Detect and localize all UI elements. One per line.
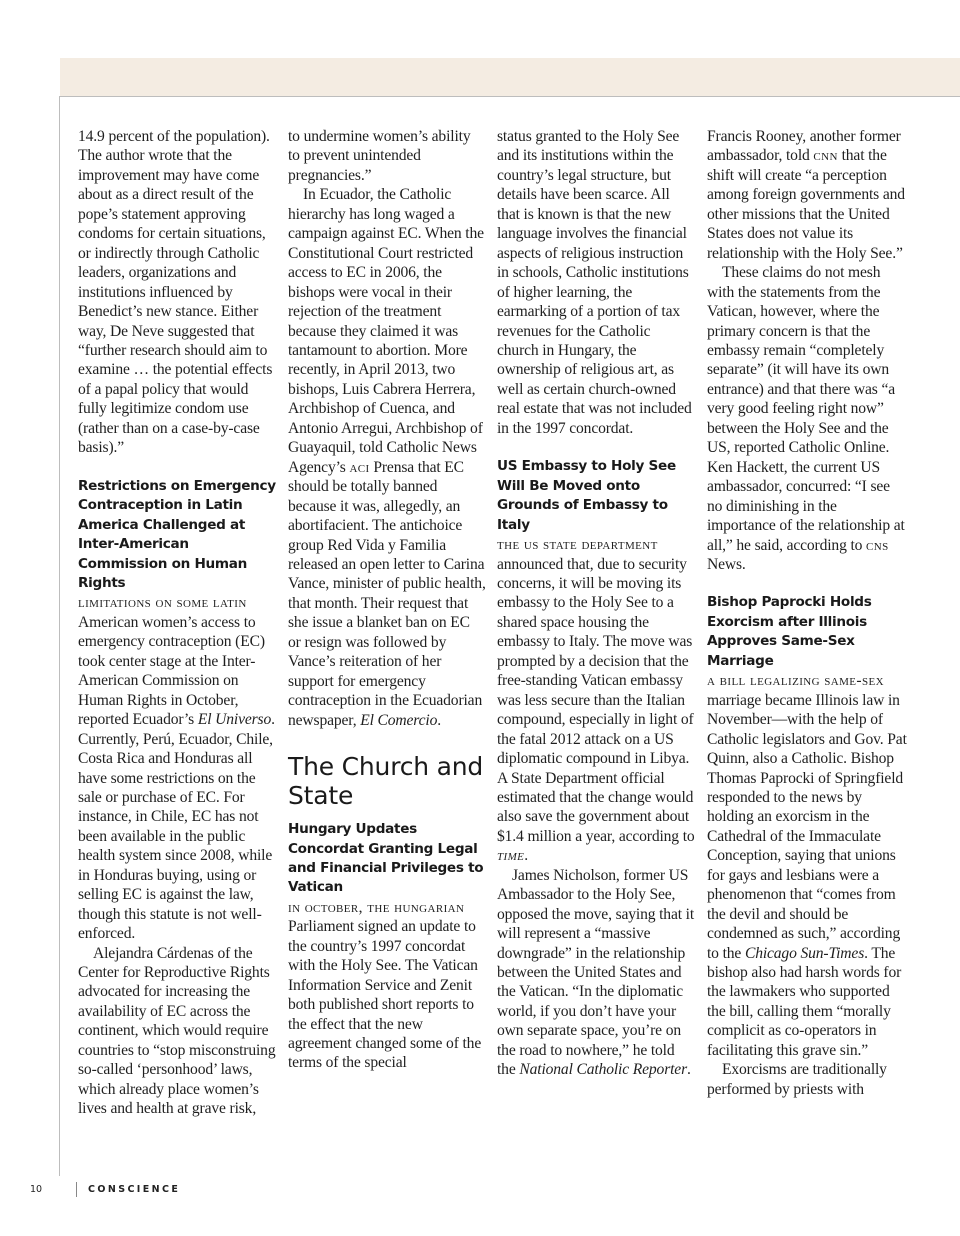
lede-small-caps: in october, the hungarian: [288, 898, 465, 916]
col1-paragraph-1: 14.9 percent of the population). The author wrote that the improvement may have come about as a direct result of the pope’s statement approving condoms for certain situations, or indirectly through Catholic leaders, organizations and institutions influenced by Benedict’s new stance. Either way, De Neve suggested that “further research should aim to examine … the potential effects of a papal policy that would fully legitimize condom use (rather than on a case-by-case basis).”: [78, 128, 273, 457]
col3-paragraph-3: James Nicholson, former US Ambassador to the Holy See, opposed the move, saying that it will represent a “massive downgrade” in the relationship between the United States and the Vatican. “In the diplomatic world, if you don’t have your own separate space, you’re on the road to nowhere,” he told the National Catholic Reporter.: [497, 866, 695, 1079]
lede-small-caps: a bill legalizing same-sex: [707, 672, 884, 690]
col1-paragraph-3: Alejandra Cárdenas of the Center for Reproductive Rights advocated for increasing the availability of EC across the continent, which would require countries to “stop misconstruing so-called ‘personhood’ laws, which already place women’s lives and health at grave risk,: [78, 944, 276, 1118]
headline-restrictions-ec: Restrictions on Emergency Contraception in Latin America Challenged at Inter-American Commission on Human Rights: [78, 477, 276, 591]
col2-paragraph-1: to undermine women’s ability to prevent unintended pregnancies.”: [288, 128, 471, 184]
column-4: [707, 127, 907, 1099]
section-title: The Church and State: [288, 752, 484, 811]
col4-paragraph-2: These claims do not mesh with the statements from the Vatican, however, where the primary concern is that the embassy remain “completely separate” (it will have its own entrance) and that there was “a very good feeling right now” between the Holy See and the US, reported Catholic Online. Ken Hackett, the current US ambassador, concurred: “I see no diminishing in the importance of the relationship at all,” he said, according to cns News.: [707, 264, 905, 573]
lede-small-caps: limitations on some latin: [78, 594, 247, 612]
header-rule: [59, 96, 960, 97]
column-2: [288, 127, 486, 1073]
page-number: 10: [30, 1184, 43, 1195]
col4-paragraph-3: a bill legalizing same-sex marriage became Illinois law in November—with the help of Catholic legislators and Gov. Pat Quinn, also a Catholic. Bishop Thomas Paprocki of Springfield responded to the news by holding an exorcism in the Cathedral of the Immaculate Conception, saying that unions for gays and lesbians were a phenomenon that “comes from the devil and should be condemned as such,” according to the Chicago Sun-Times. The bishop also had harsh words for the lawmakers who supported the bill, calling them “morally complicit as co-operators in facilitating this grave sin.”: [707, 672, 907, 1059]
header-band: [60, 58, 960, 96]
column-1: [78, 127, 276, 1119]
col4-paragraph-1: Francis Rooney, another former ambassador, told cnn that the shift will create “a perception among foreign governments and other missions that the United States does not value its relationship with the Holy See.”: [707, 128, 905, 262]
col1-paragraph-2: limitations on some latin American women’s access to emergency contraception (EC) took center stage at the Inter-American Commission on Human Rights in October, reported Ecuador’s El Universo. Currently, Perú, Ecuador, Chile, Costa Rica and Honduras all have some restrictions on the sale or purchase of EC. For instance, in Chile, EC has not been available in the public health system since 2008, while in Honduras buying, using or selling EC is against the law, though this statute is not well-enforced.: [78, 594, 275, 943]
col4-paragraph-4: Exorcisms are traditionally performed by priests with: [707, 1061, 887, 1098]
lede-small-caps: the us state department: [497, 536, 658, 554]
column-3: [497, 127, 695, 1080]
col2-paragraph-3: in october, the hungarian Parliament signed an update to the country’s 1997 concordat with the Holy See. The Vatican Information Service and Zenit both published short reports to the effect that the new agreement changed some of the terms of the special: [288, 898, 482, 1072]
col3-paragraph-1: status granted to the Holy See and its institutions within the country’s legal structure, but details have been scarce. All that is known is that the new language involves the financial aspects of religious instruction in schools, Catholic institutions of higher learning, the earmarking of a portion of tax revenues for the Catholic church in Hungary, the ownership of religious art, as well as certain church-owned real estate that was not included in the 1997 concordat.: [497, 128, 692, 437]
magazine-name: CONSCIENCE: [88, 1184, 181, 1195]
footer-divider: [76, 1182, 77, 1197]
headline-us-embassy: US Embassy to Holy See Will Be Moved onto Grounds of Embassy to Italy: [497, 458, 676, 533]
col2-paragraph-2: In Ecuador, the Catholic hierarchy has long waged a campaign against EC. When the Constitutional Court restricted access to EC in 2006, the bishops were vocal in their rejection of the treatment because they claimed it was tantamount to abortion. More recently, in April 2013, two bishops, Luis Cabrera Herrera, Archbishop of Cuenca, and Antonio Arregui, Archbishop of Guayaquil, told Catholic News Agency’s aci Prensa that EC should be totally banned because it was, allegedly, an abortifacient. The antichoice group Red Vida y Familia released an open letter to Carina Vance, minister of public health, that month. Their request that she issue a blanket ban on EC or resign was followed by Vance’s reiteration of her support for emergency contraception in the Ecuadorian newspaper, El Comercio.: [288, 186, 486, 729]
col3-paragraph-2: the us state department announced that, due to security concerns, it will be moving its embassy to the Holy See to a shared space housing the embassy to Italy. The move was prompted by a decision that the free-standing Vatican embassy was less secure than the Italian compound, especially in light of the fatal 2012 attack on a US diplomatic compound in Libya. A State Department official estimated that the change would also save the government about $1.4 million a year, according to time.: [497, 536, 695, 865]
left-margin-rule: [59, 96, 60, 1176]
headline-hungary-concordat: Hungary Updates Concordat Granting Legal and Financial Privileges to Vatican: [288, 821, 484, 896]
headline-bishop-paprocki: Bishop Paprocki Holds Exorcism after Illinois Approves Same-Sex Marriage: [707, 594, 872, 669]
